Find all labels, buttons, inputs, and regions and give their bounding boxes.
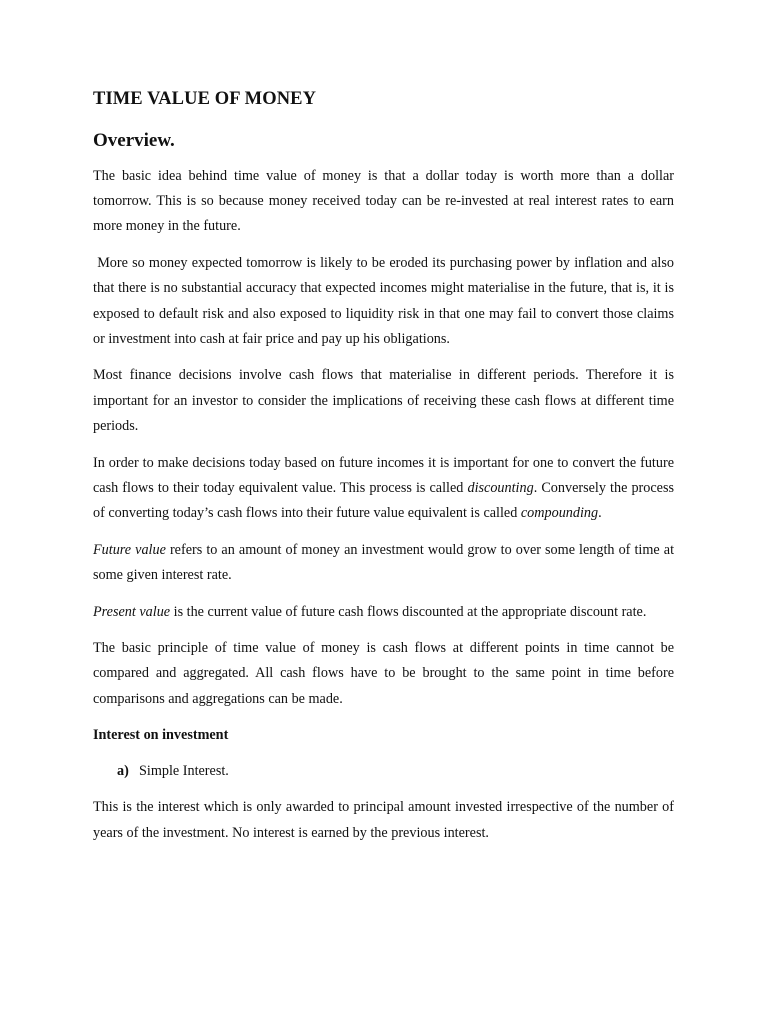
list-item-simple-interest	[117, 759, 674, 784]
paragraph-inflation-risk	[93, 251, 678, 352]
document-title: TIME VALUE OF MONEY	[93, 89, 317, 109]
interest-on-investment-heading: Interest on investment	[93, 727, 229, 744]
overview-heading: Overview.	[93, 130, 175, 151]
document-page	[93, 86, 678, 857]
future-value-text: refers to an amount of money an investment would grow to over some length of time at some given interest rate.	[93, 541, 675, 583]
paragraph-basic-idea: The basic idea behind time value of money is that a dollar today is worth more than a dollar tomorrow. This is so because money received today can be re-invested at real interest rates to earn more money in the future.	[93, 168, 674, 235]
paragraph-discounting	[93, 451, 674, 527]
list-item-label: Simple Interest.	[139, 763, 229, 780]
discounting-text-2: . Conversely the process of converting today’s cash flows into their future value equivalent is called	[93, 479, 674, 521]
future-value-term: Future value	[93, 541, 166, 558]
paragraph-basic-principle: The basic principle of time value of money is cash flows at different points in time cannot be compared and aggregated. All cash flows have to be brought to the same point in time before comparisons and aggregations can be made.	[93, 640, 674, 707]
paragraph-simple-interest: This is the interest which is only awarded to principal amount invested irrespective of the number of years of the investment. No interest is earned by the previous interest.	[93, 799, 674, 841]
present-value-term: Present value	[93, 603, 171, 620]
discounting-term: discounting	[467, 479, 534, 496]
paragraph-future-value	[93, 538, 674, 588]
compounding-term: compounding	[520, 504, 599, 521]
discounting-text-1: In order to make decisions today based on future incomes it is important for one to convert the future cash flows to their today equivalent value. This process is called	[93, 454, 674, 496]
paragraph-present-value	[93, 600, 674, 625]
present-value-text: is the current value of future cash flows discounted at the appropriate discount rate.	[170, 603, 647, 620]
discounting-text-3: .	[598, 504, 602, 521]
list-marker: a)	[117, 763, 129, 780]
paragraph-inflation-risk-text: More so money expected tomorrow is likely to be eroded its purchasing power by inflation and also that there is no substantial accuracy that expected incomes might materialise in the future, that is, it is exposed to default risk and also exposed to liquidity risk in that one may fail to convert those claims or investment into cash at fair price and pay up his obligations.	[93, 255, 678, 347]
paragraph-finance-decisions: Most finance decisions involve cash flows that materialise in different periods. Therefore it is important for an investor to consider the implications of receiving these cash flows at different time periods.	[93, 367, 674, 434]
